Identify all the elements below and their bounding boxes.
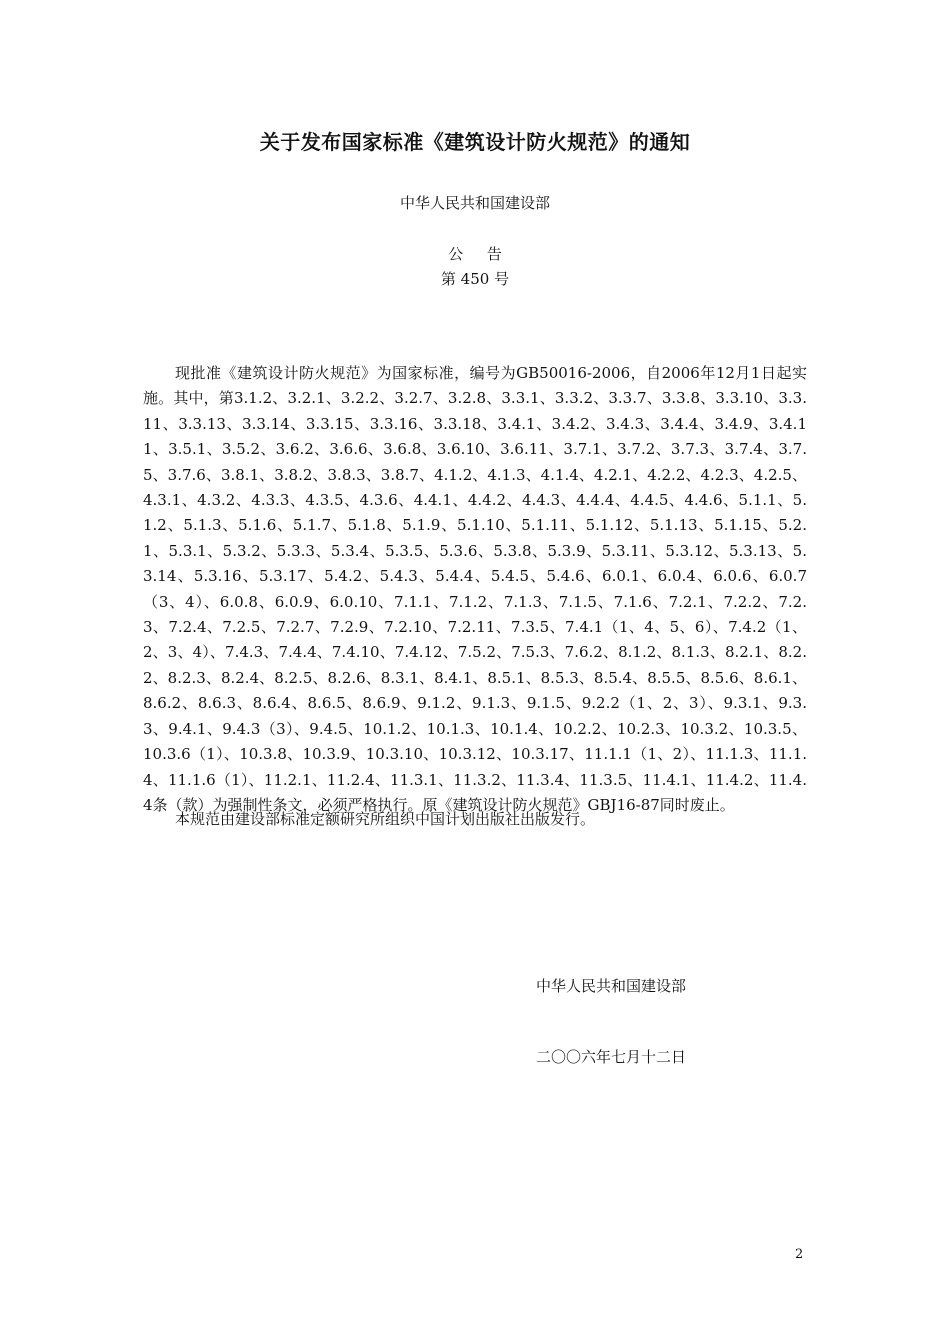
announcement-label: 公 告: [448, 245, 502, 263]
announcement-number: 第 450 号: [440, 270, 510, 288]
body-paragraph-1: 现批准《建筑设计防火规范》为国家标准，编号为GB50016-2006，自2006年12月1日起实施。其中，第3.1.2、3.2.1、3.2.2、3.2.7、3.2.8、3.3.1、3.3.2、3.3.7、3.3.8、3.3.10、3.3.11、3.3.13、3.3.14、3.3.15、3.3.16、3.3.18、3.4.1、3.4.2、3.4.3、3.4.4、3.4.9、3.4.11、3.5.1、3.5.2、3.6.2、3.6.6、3.6.8、3.6.10、3.6.11、3.7.1、3.7.2、3.7.3、3.7.4、3.7.5、3.7.6、3.8.1、3.8.2、3.8.3、3.8.7、4.1.2、4.1.3、4.1.4、4.2.1、4.2.2、4.2.3、4.2.5、4.3.1、4.3.2、4.3.3、4.3.5、4.3.6、4.4.1、4.4.2、4.4.3、4.4.4、4.4.5、4.4.6、5.1.1、5.1.2、5.1.3、5.1.6、5.1.7、5.1.8、5.1.9、5.1.10、5.1.11、5.1.12、5.1.13、5.1.15、5.2.1、5.3.1、5.3.2、5.3.3、5.3.4、5.3.5、5.3.6、5.3.8、5.3.9、5.3.11、5.3.12、5.3.13、5.3.14、5.3.16、5.3.17、5.4.2、5.4.3、5.4.4、5.4.5、5.4.6、6.0.1、6.0.4、6.0.6、6.0.7（3、4）、6.0.8、6.0.9、6.0.10、7.1.1、7.1.2、7.1.3、7.1.5、7.1.6、7.2.1、7.2.2、7.2.3、7.2.4、7.2.5、7.2.7、7.2.9、7.2.10、7.2.11、7.3.5、7.4.1（1、4、5、6）、7.4.2（1、2、3、4）、7.4.3、7.4.4、7.4.10、7.4.12、7.5.2、7.5.3、7.6.2、8.1.2、8.1.3、8.2.1、8.2.2、8.2.3、8.2.4、8.2.5、8.2.6、8.3.1、8.4.1、8.5.1、8.5.3、8.5.4、8.5.5、8.5.6、8.6.1、8.6.2、8.6.3、8.6.4、8.6.5、8.6.9、9.1.2、9.1.3、9.1.5、9.2.2（1、2、3）、9.3.1、9.3.3、9.4.1、9.4.3（3）、9.4.5、10.1.2、10.1.3、10.1.4、10.2.2、10.2.3、10.3.2、10.3.5、10.3.6（1）、10.3.8、10.3.9、10.3.10、10.3.12、10.3.17、11.1.1（1、2）、11.1.3、11.1.4、11.1.6（1）、11.2.1、11.2.4、11.3.1、11.3.2、11.3.4、11.3.5、11.4.1、11.4.2、11.4.4条（款）为强制性条文，必须严格执行。原《建筑设计防火规范》GBJ16-87同时废止。: [143, 364, 807, 814]
signature-date: 二〇〇六年七月十二日: [536, 1048, 687, 1066]
document-title: 关于发布国家标准《建筑设计防火规范》的通知: [259, 130, 691, 154]
issuer-name: 中华人民共和国建设部: [399, 194, 550, 212]
page-number: 2: [795, 1247, 804, 1262]
signature-issuer: 中华人民共和国建设部: [536, 977, 687, 995]
body-paragraph-2: 本规范由建设部标准定额研究所组织中国计划出版社出版发行。: [175, 810, 596, 828]
